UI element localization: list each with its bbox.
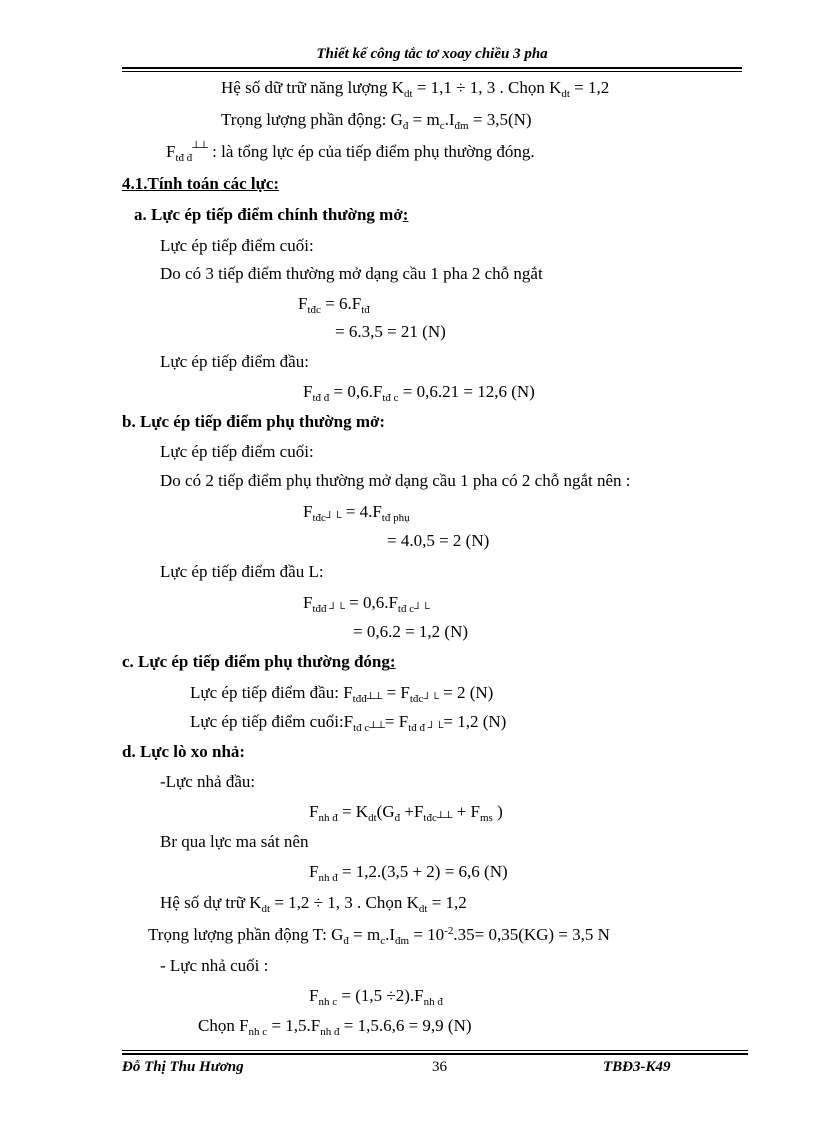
nc-contact-definition: $F_{tđ đ}^{┴┴}$ : là tổng lực ép của tiếp điểm phụ thường đóng.: [166, 142, 535, 164]
subsection-b-heading: b. Lực ép tiếp điểm phụ thường mở:: [122, 412, 386, 431]
formula-line: $F_{tđc┘└} = 4.F_{tđ phụ}$: [303, 502, 410, 524]
text-line: Do có 2 tiếp điểm phụ thường mở dạng cầu 1 pha có 2 chỗ ngắt nên :: [160, 471, 631, 490]
formula-line: $F_{tđđ ┘└} = 0,6.F_{tđ c┘└}$: [303, 593, 430, 615]
text-line: Do có 3 tiếp điểm thường mở dạng cầu 1 pha 2 chỗ ngắt: [160, 264, 543, 283]
text-line: Br qua lực ma sát nên: [160, 832, 309, 851]
formula-line: $F_{nh đ} = K_{dt}(G_đ +F_{tđc┴┴} + F_{ms}$ ): [309, 802, 503, 824]
formula-line: Lực ép tiếp điểm $cuối:F_{tđ c┴┴}= F_{tđ đ ┘└}= 1,2$ (N): [190, 712, 507, 734]
formula-line: $F_{tđc} = 6.F_{tđ}$: [298, 294, 370, 316]
footer-author: Đỗ Thị Thu Hương: [122, 1059, 244, 1075]
formula-line: = 4.0,5 = 2 (N): [387, 531, 490, 550]
subsection-c-heading: c. Lực ép tiếp điểm phụ thường đóng:: [122, 652, 396, 671]
section-4-1-heading: 4.1.Tính toán các lực:: [122, 174, 280, 193]
footer-rule-thin: [122, 1050, 748, 1051]
text-line: Hệ số dự trữ $K_{dt} = 1,2 \div 1$, 3 . Chọn $K_{dt} = 1,2$: [160, 893, 467, 915]
formula-line: $F_{nh c} = (1,5 \div 2).F_{nh đ}$: [309, 986, 443, 1008]
header-rule-thin: [122, 71, 742, 72]
text-line: Trọng lượng phần động T: $G_đ = m_c.I_{đm} = 10^{-2}.35= 0,35(KG) = 3,5$ N: [148, 925, 610, 947]
subsection-a-heading: a. Lực ép tiếp điểm chính thường mở:: [134, 205, 409, 224]
text-line: Lực ép tiếp điểm cuối:: [160, 442, 314, 461]
formula-line: $F_{tđ đ} = 0,6.F_{tđ c} = 0,6.21 = 12,6$ (N): [303, 382, 535, 404]
formula-line: = 6.3,5 = 21 (N): [335, 322, 446, 341]
text-line: -Lực nhả đầu:: [160, 772, 256, 791]
footer-rule: [122, 1053, 748, 1055]
page-header-title: Thiết kế công tắc tơ xoay chiều 3 pha: [316, 46, 548, 62]
formula-line: $F_{nh đ} = 1,2.(3,5 + 2) = 6,6$ (N): [309, 862, 508, 884]
text-line: Lực ép tiếp điểm đầu:: [160, 352, 309, 371]
formula-line: Lực ép tiếp điểm đầu: $F_{tđđ┴┴} = F_{tđc┘└} = 2$ (N): [190, 683, 494, 705]
text-line: - Lực nhả cuối :: [160, 956, 269, 975]
energy-reserve-line: Hệ số dữ trữ năng lượng $K_{dt} = 1,1 \div 1$, 3 . Chọn $K_{dt} = 1,2$: [221, 78, 610, 100]
subsection-d-heading: d. Lực lò xo nhả:: [122, 742, 246, 761]
moving-weight-line: Trọng lượng phần động: $G_đ = m_c.I_{đm} = 3,5(N)$: [221, 110, 532, 132]
text-line: Lực ép tiếp điểm đầu L:: [160, 562, 324, 581]
text-line: Lực ép tiếp điểm cuối:: [160, 236, 314, 255]
header-rule: [122, 67, 742, 69]
page-number: 36: [432, 1059, 447, 1075]
formula-line: Chọn $F_{nh c} = 1,5.F_{nh đ} = 1,5.6,6 = 9,9$ (N): [198, 1016, 472, 1038]
formula-line: = 0,6.2 = 1,2 (N): [353, 622, 469, 641]
footer-class: TBĐ3-K49: [603, 1059, 671, 1075]
